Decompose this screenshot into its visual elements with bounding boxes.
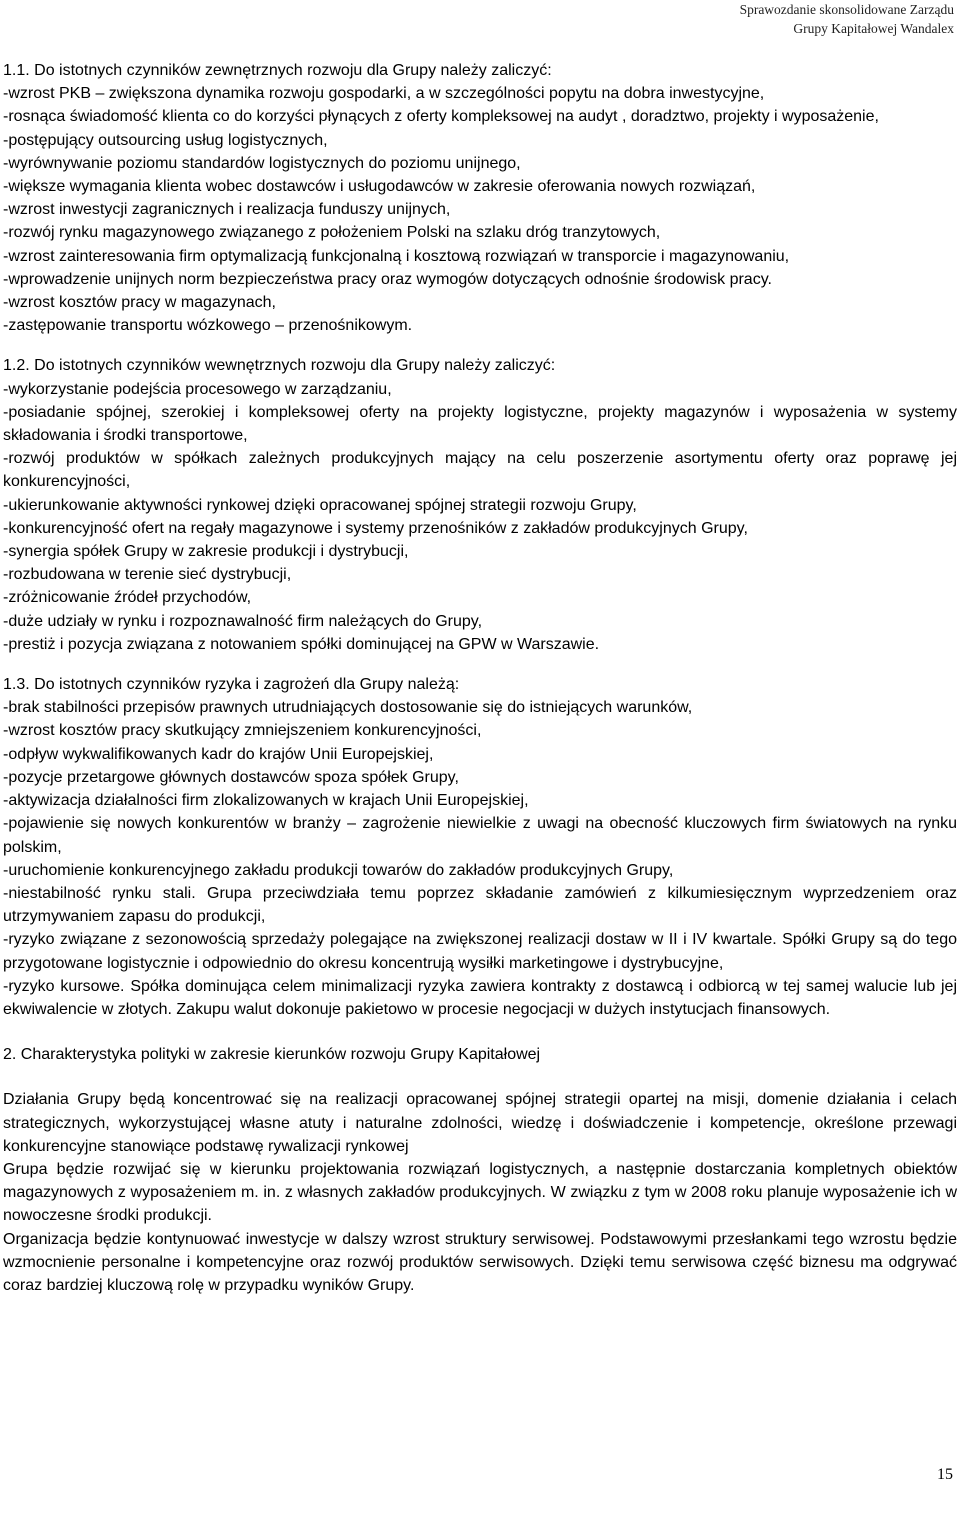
header-report-title: Sprawozdanie skonsolidowane Zarządu (739, 2, 954, 17)
list-item: -pozycje przetargowe głównych dostawców spoza spółek Grupy, (3, 768, 459, 786)
list-item: -rozbudowana w terenie sieć dystrybucji, (3, 566, 292, 584)
section-risk-factors (3, 673, 957, 1021)
body-paragraph: Organizacja będzie kontynuować inwestycje w dalszy wzrost struktury serwisowej. Podstawowymi przesłankami tego wzrostu będzie wzmocnienie personalne i kompetencyjne oraz rozwój produktów serwisowych. Dzięki temu serwisowa część biznesu ma odgrywać coraz bardziej kluczową rolę w przypadku wyników Grupy. (3, 1230, 957, 1294)
list-item: -wprowadzenie unijnych norm bezpieczeństwa pracy oraz wymogów dotyczących odnośnie środowisk pracy. (3, 270, 772, 288)
list-item: -ukierunkowanie aktywności rynkowej dzięki opracowanej spójnej strategii rozwoju Grupy, (3, 496, 637, 514)
list-item: -rozwój rynku magazynowego związanego z położeniem Polski na szlaku dróg tranzytowych, (3, 224, 661, 242)
list-item: -wyrównywanie poziomu standardów logistycznych do poziomu unijnego, (3, 154, 521, 172)
list-item: -większe wymagania klienta wobec dostawców i usługodawców w zakresie oferowania nowych rozwiązań, (3, 178, 756, 196)
list-item: -brak stabilności przepisów prawnych utrudniających dostosowanie się do istniejących warunków, (3, 699, 693, 717)
list-item: -wzrost PKB – zwiększona dynamika rozwoju gospodarki, a w szczególności popytu na dobra inwestycyjne, (3, 85, 765, 103)
list-item: -ryzyko związane z sezonowością sprzedaży polegające na zwiększonej realizacji dostaw w II i IV kwartale. Spółki Grupy są do tego przygotowane logistycznie i odpowiednio do okresu koncentrują wysiłki marketingowe i dystrybucyjne, (3, 931, 957, 972)
list-item: -pojawienie się nowych konkurentów w branży – zagrożenie niewielkie z uwagi na obecność kluczowych firm światowych na rynku polskim, (3, 815, 957, 856)
heading-spacer (3, 1066, 957, 1088)
list-item: -odpływ wykwalifikowanych kadr do krajów Unii Europejskiej, (3, 745, 434, 763)
section-heading: 1.1. Do istotnych czynników zewnętrznych rozwoju dla Grupy należy zaliczyć: (3, 62, 552, 79)
section-heading: 1.3. Do istotnych czynników ryzyka i zagrożeń dla Grupy należą: (3, 676, 460, 694)
list-item: -zastępowanie transportu wózkowego – przenośnikowym. (3, 317, 413, 335)
page-header (740, 0, 954, 38)
section-spacer (3, 1021, 957, 1043)
header-company-name: Grupy Kapitałowej Wandalex (793, 21, 954, 36)
section-external-factors (3, 59, 957, 337)
list-item: -wzrost inwestycji zagranicznych i realizacja funduszy unijnych, (3, 201, 451, 219)
list-item: -rozwój produktów w spółkach zależnych produkcyjnych mający na celu poszerzenie asortymentu oferty oraz poprawę jej konkurencyjności, (3, 450, 957, 491)
list-item: -niestabilność rynku stali. Grupa przeciwdziała temu poprzez składanie zamówień z kilkumiesięcznym wyprzedzeniem oraz utrzymywaniem zapasu do produkcji, (3, 884, 957, 926)
page-number: 15 (937, 1466, 953, 1483)
list-item: -wzrost zainteresowania firm optymalizacją funkcjonalną i kosztową rozwiązań w transporcie i magazynowaniu, (3, 247, 790, 265)
body-paragraph: Grupa będzie rozwijać się w kierunku projektowania rozwiązań logistycznych, a następnie dostarczania kompletnych obiektów magazynowych z wyposażeniem m. in. z własnych zakładów produkcyjnych. W związku z tym w 2008 roku planuje wyposażenie ich w nowoczesne środki produkcji. (3, 1160, 957, 1225)
list-item: -wykorzystanie podejścia procesowego w zarządzaniu, (3, 380, 392, 398)
list-item: -aktywizacja działalności firm zlokalizowanych w krajach Unii Europejskiej, (3, 792, 529, 810)
list-item: -prestiż i pozycja związana z notowaniem spółki dominującej na GPW w Warszawie. (3, 635, 600, 653)
list-item: -uruchomienie konkurencyjnego zakładu produkcji towarów do zakładów produkcyjnych Grupy, (3, 861, 674, 879)
list-item: -zróżnicowanie źródeł przychodów, (3, 589, 252, 607)
list-item: -wzrost kosztów pracy w magazynach, (3, 294, 276, 312)
section-spacer (3, 337, 957, 354)
section-heading: 2. Charakterystyka polityki w zakresie kierunków rozwoju Grupy Kapitałowej (3, 1046, 541, 1064)
section-spacer (3, 656, 957, 673)
section-development-policy (3, 1043, 957, 1297)
list-item: -konkurencyjność ofert na regały magazynowe i systemy przenośników z zakładów produkcyjnych Grupy, (3, 519, 748, 537)
list-item: -duże udziały w rynku i rozpoznawalność firm należących do Grupy, (3, 612, 483, 630)
section-internal-factors (3, 354, 957, 656)
document-body (3, 59, 957, 1297)
list-item: -synergia spółek Grupy w zakresie produkcji i dystrybucji, (3, 543, 409, 561)
list-item: -ryzyko kursowe. Spółka dominująca celem minimalizacji ryzyka zawiera kontrakty z dostawcą i odbiorcą w tej samej walucie lub jej ekwiwalencie w złotych. Zakupu walut dokonuje pakietowo w procesie negocjacji w dużych instytucjach finansowych. (3, 977, 957, 1018)
list-item: -postępujący outsourcing usług logistycznych, (3, 131, 328, 149)
body-paragraph: Działania Grupy będą koncentrować się na realizacji opracowanej spójnej strategii opartej na misji, domenie działania i celach strategicznych, wykorzystującej własne atuty i naturalne zdolności, wiedzę i doświadczenie i kompetencje, określone przewagi konkurencyjne stanowiące podstawę rywalizacji rynkowej (3, 1091, 957, 1155)
list-item: -wzrost kosztów pracy skutkujący zmniejszeniem konkurencyjności, (3, 722, 482, 740)
list-item: -rosnąca świadomość klienta co do korzyści płynących z oferty kompleksowej na audyt , doradztwo, projekty i wyposażenie, (3, 108, 879, 126)
list-item: -posiadanie spójnej, szerokiej i kompleksowej oferty na projekty logistyczne, projekty magazynów i wyposażenia w systemy składowania i środki transportowe, (3, 403, 957, 445)
section-heading: 1.2. Do istotnych czynników wewnętrznych rozwoju dla Grupy należy zaliczyć: (3, 357, 556, 375)
